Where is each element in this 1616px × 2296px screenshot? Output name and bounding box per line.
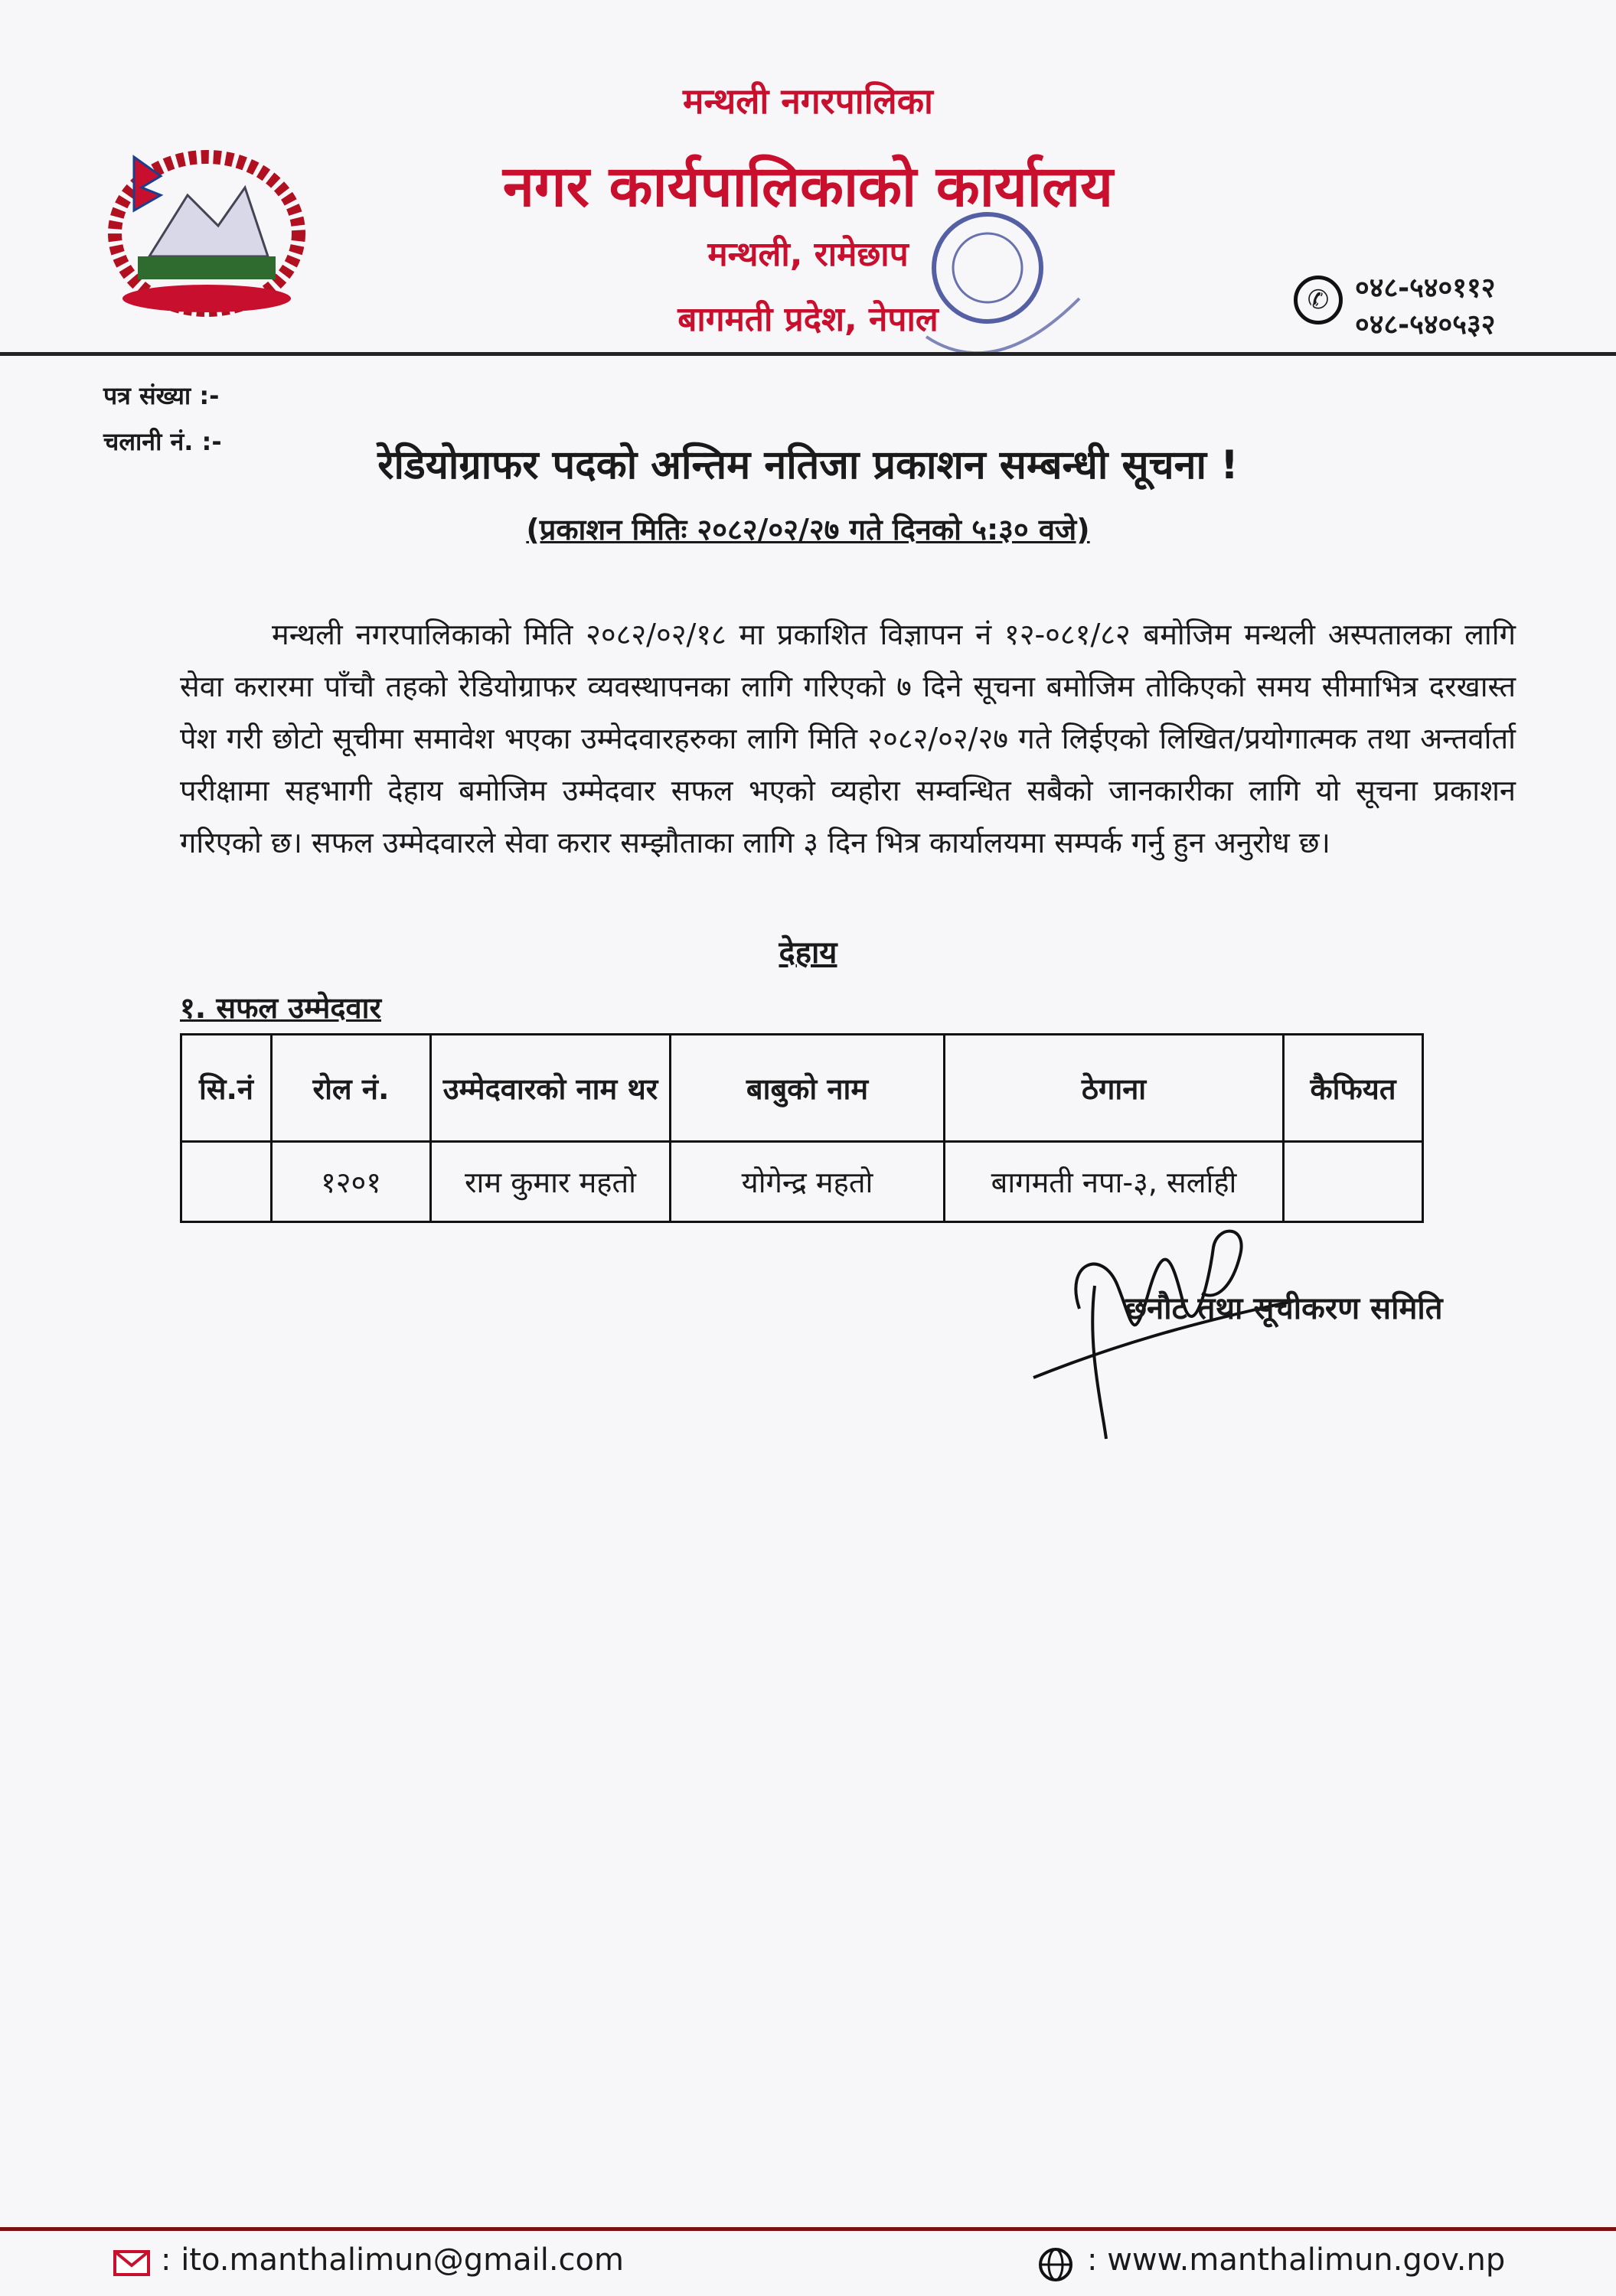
address-line-2: बागमती प्रदेश, नेपाल	[677, 300, 939, 339]
col-remarks: कैफियत	[1284, 1035, 1423, 1142]
office-name: नगर कार्यपालिकाको कार्यालय	[502, 154, 1114, 220]
footer-website[interactable]: : www.manthalimun.gov.np	[1087, 2242, 1506, 2278]
dispatch-number: चलानी नं. :-	[103, 427, 222, 456]
col-roll: रोल नं.	[272, 1035, 431, 1142]
phone-icon: ✆	[1294, 276, 1343, 325]
publication-date: (प्रकाशन मितिः २०८२/०२/२७ गते दिनको ५:३० वजे)	[526, 513, 1090, 546]
section-heading: १. सफल उम्मेदवार	[180, 991, 382, 1025]
cell-address: बागमती नपा-३, सर्लाही	[945, 1142, 1284, 1222]
col-address: ठेगाना	[945, 1035, 1284, 1142]
office-stamp	[880, 184, 1110, 413]
phone-number-1: ०४८-५४०११२	[1355, 272, 1496, 304]
header-divider	[0, 352, 1616, 356]
committee-name: छनौट तथा सूचीकरण समिति	[1125, 1291, 1443, 1326]
table-header-row	[181, 1035, 1423, 1142]
phone-number-2: ०४८-५४०५३२	[1355, 309, 1496, 341]
cell-roll: १२०१	[272, 1142, 431, 1222]
globe-icon	[1037, 2246, 1074, 2283]
cell-name: राम कुमार महतो	[431, 1142, 671, 1222]
letter-number: पत्र संख्या :-	[103, 381, 220, 410]
footer-divider	[0, 2227, 1616, 2231]
email-icon	[113, 2250, 150, 2276]
municipality-name: मन्थली नगरपालिका	[683, 80, 933, 122]
notice-body: मन्थली नगरपालिकाको मिति २०८२/०२/१८ मा प्रकाशित विज्ञापन नं १२-०८१/८२ बमोजिम मन्थली अस्पतालका लागि सेवा करारमा पाँचौ तहको रेडियोग्राफर व्यवस्थापनका लागि गरिएको ७ दिने सूचना बमोजिम तोकिएको समय सीमाभित्र दरखास्त पेश गरी छोटो सूचीमा समावेश भएका उम्मेदवारहरुका लागि मिति २०८२/०२/२७ गते लिईएको लिखित/प्रयोगात्मक तथा अन्तर्वार्ता परीक्षामा सहभागी देहाय बमोजिम उम्मेदवार सफल भएको व्यहोरा सम्वन्धित सबैको जानकारीका लागि यो सूचना प्रकाशन गरिएको छ। सफल उम्मेदवारले सेवा करार सम्झौताका लागि ३ दिन भित्र कार्यालयमा सम्पर्क गर्नु हुन अनुरोध छ।	[180, 618, 1516, 859]
col-father: बाबुको नाम	[671, 1035, 945, 1142]
notice-title: रेडियोग्राफर पदको अन्तिम नतिजा प्रकाशन सम्बन्धी सूचना !	[377, 442, 1239, 488]
cell-serial	[181, 1142, 272, 1222]
col-name: उम्मेदवारको नाम थर	[431, 1035, 671, 1142]
cell-father: योगेन्द्र महतो	[671, 1142, 945, 1222]
footer-email[interactable]: : ito.manthalimun@gmail.com	[161, 2242, 624, 2278]
col-serial: सि.नं	[181, 1035, 272, 1142]
dehay-heading: देहाय	[779, 935, 837, 970]
address-line-1: मन्थली, रामेछाप	[707, 235, 909, 274]
